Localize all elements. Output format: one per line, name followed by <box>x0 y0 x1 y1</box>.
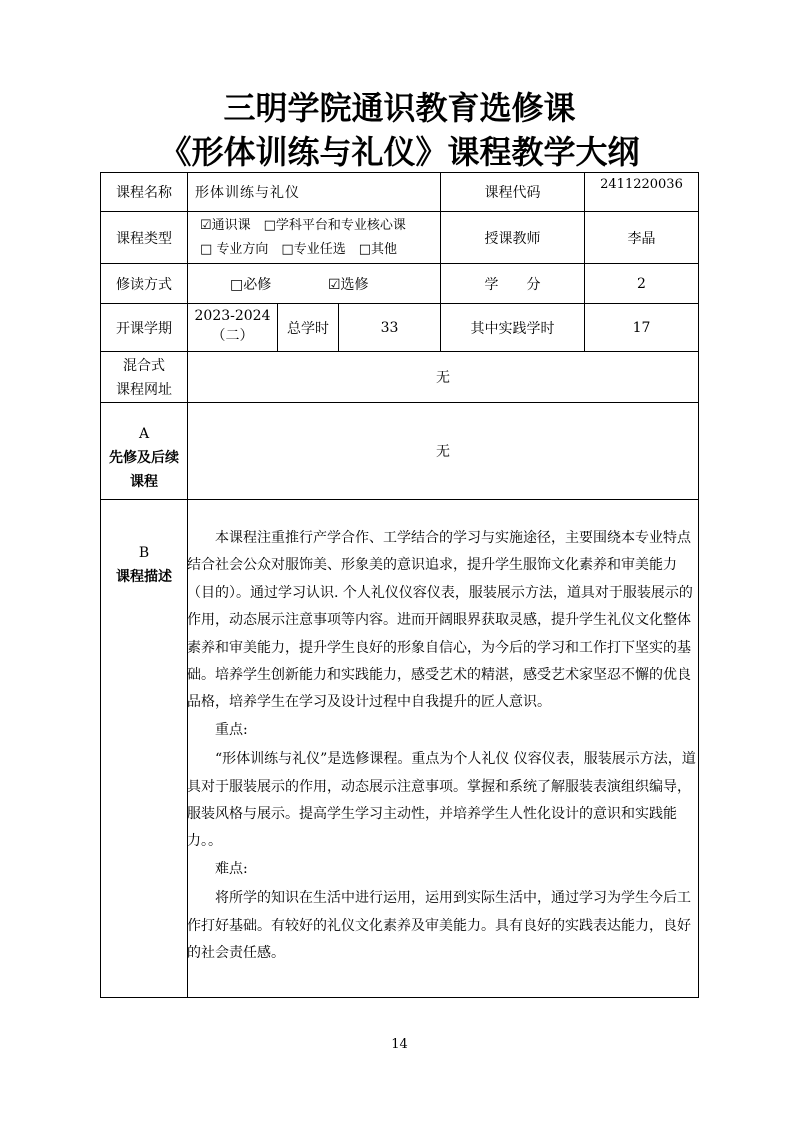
course-description-label <box>101 541 187 591</box>
course-code-value: 2411220036 <box>600 177 683 192</box>
difficulties-label: 难点: <box>215 860 248 877</box>
teacher-label: 授课教师 <box>484 230 541 247</box>
key-points-label: 重点: <box>215 721 248 738</box>
credit-label: 学 分 <box>484 276 541 293</box>
description-label-text: 课程描述 <box>116 569 172 585</box>
study-mode-label: 修读方式 <box>116 276 172 293</box>
course-name-value: 形体训练与礼仪 <box>195 185 300 201</box>
practice-hours-label: 其中实践学时 <box>470 320 555 337</box>
online-course-url-value: 无 <box>436 370 450 386</box>
prerequisite-value: 无 <box>436 444 450 460</box>
course-type-line1: ☑通识课 □学科平台和专业核心课 <box>200 218 406 233</box>
prerequisite-letter: A <box>138 426 150 442</box>
online-course-label-line2: 课程网址 <box>116 382 172 398</box>
course-code-label: 课程代码 <box>484 185 541 201</box>
prerequisite-label-line3: 课程 <box>130 474 158 490</box>
document-title: 三明学院通识教育选修课 <box>223 89 576 127</box>
teacher-value: 李晶 <box>627 230 656 247</box>
elective-option: ☑选修 <box>328 276 369 293</box>
description-paragraph-3: 将所学的知识在生活中进行运用，运用到实际生活中，通过学习为学生今后工作打好基础。有较好的礼仪文化素养及审美能力。具有良好的实践表达能力，良好的社会责任感。 <box>187 890 691 962</box>
course-type-line2: □ 专业方向 □专业任选 □其他 <box>200 242 397 257</box>
term-year: 2023-2024 <box>194 308 271 324</box>
total-hours-value: 33 <box>380 319 399 336</box>
term-label: 开课学期 <box>116 320 172 337</box>
prerequisite-label <box>101 422 187 492</box>
course-type-label: 课程类型 <box>116 230 172 247</box>
document-subtitle: 《形体训练与礼仪》课程教学大纲 <box>159 133 640 171</box>
total-hours-label: 总学时 <box>287 320 329 337</box>
online-course-label-line1: 混合式 <box>123 358 165 374</box>
course-name-label: 课程名称 <box>116 185 172 201</box>
required-option: □必修 <box>230 276 272 293</box>
term-value <box>188 306 277 350</box>
description-paragraph-1: 本课程注重推行产学合作、工学结合的学习与实施途径，主要围绕本专业特点结合社会公众对服饰美、形象美的意识追求，提升学生服饰文化素养和审美能力（目的）。通过学习认识. 个人礼仪仪容仪表，服装展示方法，道具对于服装展示的作用，动态展示注意事项等内容。进而开阔眼界获取灵感，提升学生礼仪文化整体素养和审美能力，提升学生良好的形象自信心，为今后的学习和工作打下坚实的基础。培养学生创新能力和实践能力，感受艺术的精湛，感受艺术家坚忍不懈的优良品格，培养学生在学习及设计过程中自我提升的匠人意识。 <box>187 530 693 711</box>
description-paragraph-2: “形体训练与礼仪”是选修课程。重点为个人礼仪 仪容仪表，服装展示方法，道具对于服装展示的作用，动态展示注意事项。掌握和系统了解服装表演组织编导，服装风格与展示。提高学生学习主动性，并培养学生人性化设计的意识和实践能力。。 <box>187 751 696 850</box>
term-semester: （二） <box>211 328 254 344</box>
credit-value: 2 <box>637 275 646 292</box>
prerequisite-label-line2: 先修及后续 <box>109 450 179 466</box>
description-letter: B <box>138 545 150 561</box>
practice-hours-value: 17 <box>632 319 651 336</box>
page-number: 14 <box>391 1037 408 1052</box>
course-description-body <box>187 525 703 968</box>
course-type-options <box>200 214 438 262</box>
online-course-url-label <box>101 352 187 402</box>
